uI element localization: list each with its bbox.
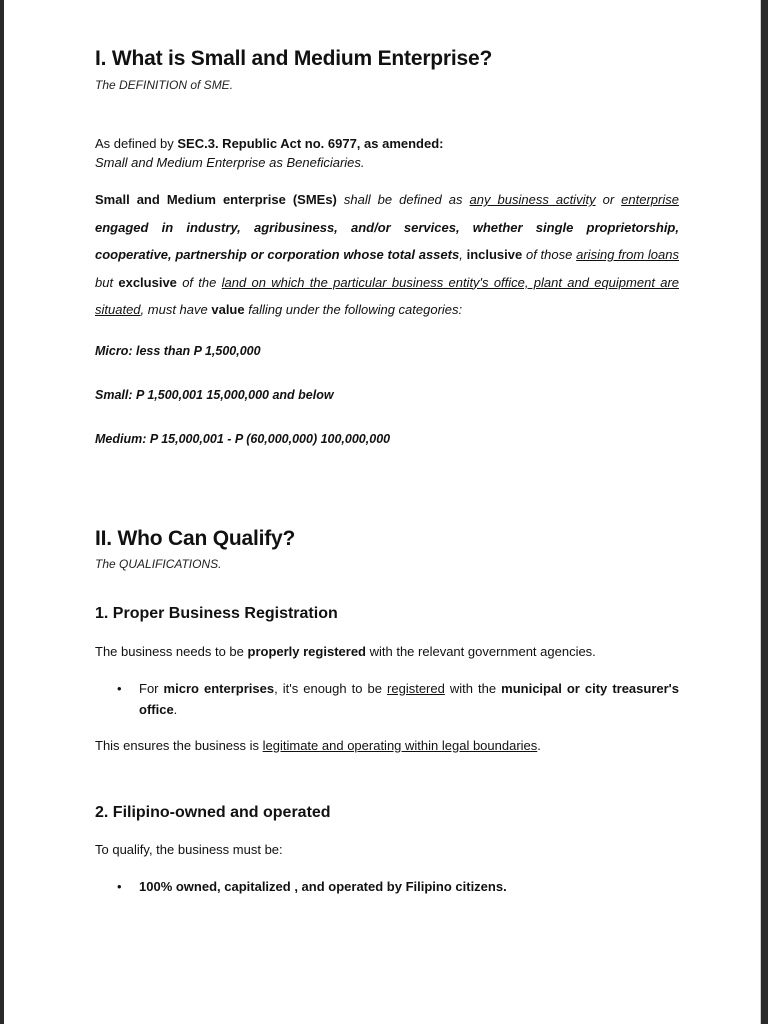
section-2-subtitle: The QUALIFICATIONS. bbox=[95, 556, 222, 571]
ownership-bullet-list bbox=[95, 876, 679, 897]
registration-paragraph: The business needs to be properly registered with the relevant government agencies. bbox=[95, 643, 596, 659]
document-page bbox=[4, 0, 761, 1024]
category-medium: Medium: P 15,000,001 - P (60,000,000) 100,000,000 bbox=[95, 431, 391, 446]
list-item: • For micro enterprises, it's enough to be registered with the municipal or city treasurer's office. bbox=[139, 678, 679, 720]
bullet-icon: • bbox=[117, 878, 122, 894]
intro-italic: Small and Medium Enterprise as Beneficiaries. bbox=[95, 155, 365, 170]
section-1-title: I. What is Small and Medium Enterprise? bbox=[95, 47, 493, 70]
ensures-paragraph: This ensures the business is legitimate and operating within legal boundaries. bbox=[95, 737, 541, 753]
law-reference: SEC.3. Republic Act no. 6977, as amended: bbox=[177, 136, 444, 151]
qualify-paragraph: To qualify, the business must be: bbox=[95, 841, 283, 857]
qualification-1-heading: 1. Proper Business Registration bbox=[95, 604, 338, 622]
sme-definition-paragraph: Small and Medium enterprise (SMEs) shall be defined as any business activity or enterprise engaged in industry, agribusiness, and/or services, whether single proprietorship, cooperative, partnership or corporation whose total assets, inclusive of those arising from loans but exclusive of the land on which the particular business entity's office, plant and equipment are situated, must have value falling under the following categories: bbox=[95, 192, 680, 317]
intro-line: As defined by SEC.3. Republic Act no. 6977, as amended: bbox=[95, 136, 444, 151]
registration-bullet-list bbox=[95, 678, 679, 720]
section-1-subtitle: The DEFINITION of SME. bbox=[95, 78, 234, 92]
section-2-title: II. Who Can Qualify? bbox=[95, 526, 296, 550]
qualification-2-heading: 2. Filipino-owned and operated bbox=[95, 803, 331, 821]
document-content bbox=[95, 44, 679, 897]
category-micro: Micro: less than P 1,500,000 bbox=[95, 343, 261, 358]
bullet-icon: • bbox=[117, 680, 122, 696]
list-item: • 100% owned, capitalized , and operated by Filipino citizens. bbox=[139, 876, 679, 897]
category-small: Small: P 1,500,001 15,000,000 and below bbox=[95, 387, 334, 402]
